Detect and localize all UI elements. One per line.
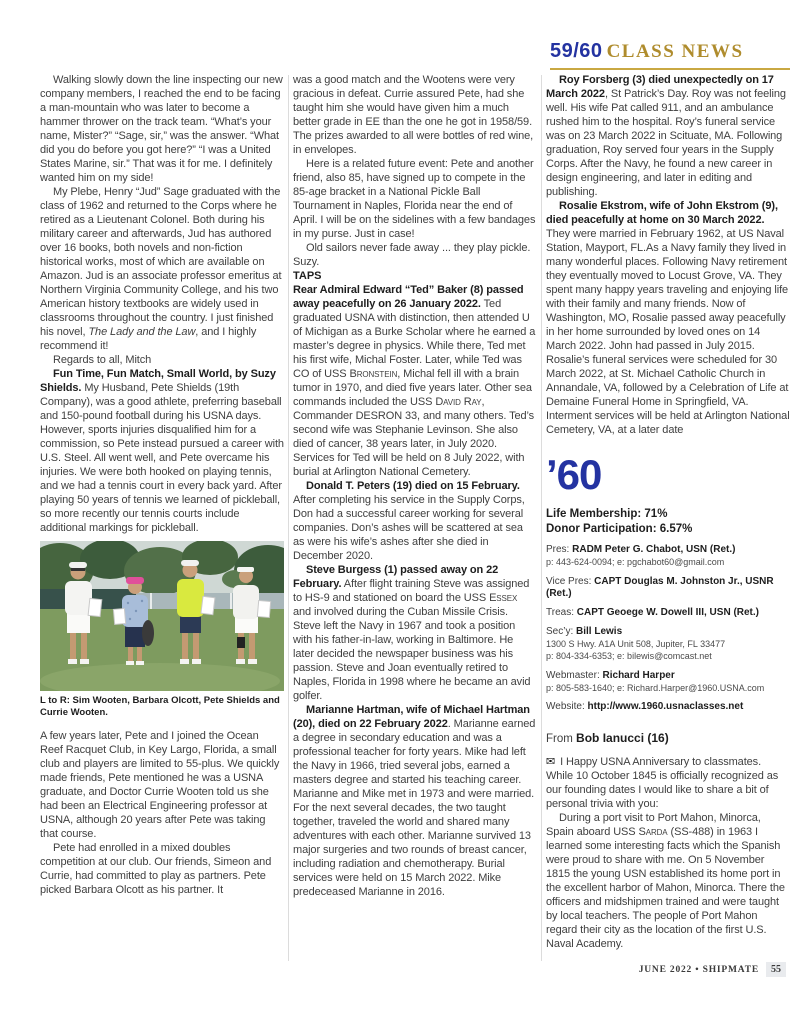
text-run: Steve Burgess (1) passed away on 22 February. [293, 564, 499, 590]
text-run: Fun Time, Fun Match, Small World, by Suzy Shields. [40, 368, 276, 394]
officer-line [546, 701, 790, 713]
class-news-header [550, 40, 790, 70]
paragraph [546, 199, 790, 437]
paragraph [293, 479, 537, 563]
class-photo [40, 541, 284, 719]
photo-caption: L to R: Sim Wooten, Barbara Olcott, Pete Shields and Currie Wooten. [40, 695, 280, 718]
membership-stat: Life Membership: 71% [546, 508, 668, 520]
text-run: , Commander DESRON 33, and many others. Ted’s second wife was Stephanie Levinson. She also died of cancer, 38 years later, in July 2020. Services for Ted will be held on 8 July 2022, with burial at Arlington National Cemetery. [293, 396, 535, 478]
paragraph [293, 563, 537, 703]
paragraph [293, 157, 537, 241]
officer-line [546, 670, 790, 682]
text-run: Ted graduated USNA with distinction, then attended U of Michigan as a Burke Scholar where he earned a master’s degree in physics. While there, Ted met his first wife, Michal Foster. Later, while Ted was CO of USS [293, 298, 536, 380]
text-run: I Happy USNA Anniversary to classmates. While 10 October 1845 is officially recognized as our founding dates I would like to share a bit of personal trivia with you: [546, 756, 779, 810]
officer-line [546, 576, 790, 600]
text-run: Donald T. Peters (19) died on 15 February. [306, 480, 520, 492]
officer-role-label: Pres: [546, 544, 570, 555]
officer-name: Richard Harper [602, 669, 675, 681]
officer-role-label: Sec’y: [546, 625, 574, 637]
officer-name: CAPT Douglas M. Johnston Jr., USNR (Ret.) [546, 575, 774, 599]
text-run: , and I highly recommend it! [40, 326, 257, 352]
text-run: Pete had enrolled in a mixed doubles competition at our club. Our friends, Simeon and Currie, had committed to play as partners. Pete picked Barbara Olcott as his partner. It [40, 842, 272, 896]
text-run: Rear Admiral Edward “Ted” Baker (8) passed away peacefully on 26 January 2022. [293, 284, 524, 310]
text-run: My Plebe, Henry “Jud” Sage graduated with the class of 1962 and returned to the Corps where he retired as a Lieutenant Colonel. Both during his military career and afterwards, Jud has authored over 16 books, both novels and non-fiction historical works, most of which are available on Amazon. Jud is an associate professor emeritus at Northern Virginia Community College, and his two American history textbooks are widely used in classrooms throughout the country. I just finished his novel, [40, 186, 282, 338]
text-run: David Ray [435, 396, 482, 408]
officer-role-label: Treas: [546, 606, 574, 618]
from-prefix: From [546, 733, 577, 745]
envelope-icon: ✉ [546, 756, 556, 768]
mail-paragraph [546, 755, 790, 811]
officer-line [546, 544, 790, 556]
text-run: Roy Forsberg (3) died unexpectedly on 17 March 2022 [546, 74, 774, 100]
text-run: Here is a related future event: Pete and another friend, also 85, have signed up to compete in the 85-age bracket in a National Pickle Ball Tournament in Naples, Florida near the end of April. I will be on the sidelines with a few bandages in my purse. Just in case! [293, 158, 536, 240]
paragraph [546, 811, 790, 951]
paragraph [40, 73, 284, 185]
correspondent-name: Bob Ianucci (16) [576, 731, 669, 745]
column-3 [546, 73, 790, 961]
contact-line: p: 804-334-6353; e: bilewis@comcast.net [546, 651, 712, 661]
tennis-group-photo-graphic [40, 541, 284, 691]
officer-name: http://www.1960.usnaclasses.net [587, 701, 744, 712]
taps-heading: TAPS [293, 270, 322, 282]
paragraph [293, 73, 537, 157]
officer-name: RADM Peter G. Chabot, USN (Ret.) [572, 544, 736, 555]
paragraph [40, 353, 284, 367]
footer-issue-line [639, 965, 759, 975]
class-years-label: 59/60 [550, 40, 603, 62]
paragraph [293, 241, 537, 269]
column-1 [40, 73, 284, 961]
text-run: Sarda [638, 826, 668, 838]
officer-line [546, 607, 790, 619]
text-run: Old sailors never fade away ... they play pickle. Suzy. [293, 242, 531, 268]
from-line [546, 731, 790, 745]
footer-magazine: SHIPMATE [702, 964, 759, 975]
paragraph [40, 367, 284, 535]
text-run: Marianne Hartman, wife of Michael Hartman (20), died on 22 February 2022 [293, 704, 530, 730]
text-run: During a port visit to Port Mahon, Minorca, Spain aboard USS [546, 812, 761, 838]
text-run: They were married in February 1962, at US Naval Station, Mayport, FL.As a Navy family they lived in many wonderful places. Following Navy retirement they eventually moved to Locust Grove, VA. They spent many happy years traveling and enjoying life with their family and many friends. Now of Washington, MO, Rosalie passed away peacefully in her home surrounded by loved ones on 14 March 2022. John had passed in July 2015. Rosalie’s funeral services were scheduled for 30 March 2022, at St. Michael Catholic Church in Annandale, VA, followed by a Celebration of Life at Demaine Funeral Home in Springfield, VA. Interment services will be held at Arlington National Cemetery, VA, at a later date [546, 228, 790, 436]
membership-stat: Donor Participation: 6.57% [546, 523, 693, 535]
text-run: Regards to all, Mitch [53, 354, 152, 366]
paragraph [293, 703, 537, 899]
column-divider [541, 75, 542, 961]
text-run: Bronstein [349, 368, 398, 380]
text-run: (SS-488) in 1963 I learned some interesting facts which the Spanish were proud to share with me. On 5 November 1815 the young USN established its home port in the excellent harbor of Mahon, Minorca. There the officers and midshipmen trained and were taught by local teachers. The people of Port Mahon regard their city as the location of the first U.S. Naval Academy. [546, 826, 785, 950]
text-run: A few years later, Pete and I joined the Ocean Reef Racquet Club, in Key Largo, Florida, a small club and players are limited to 55-plus. We quickly made friends, Pete mentioned he was a USNA graduate, and Doctor Currie Wooten told us she had been an Electrical Engineering professor at USNA, although 20 years after Pete was taking that course. [40, 730, 280, 840]
tennis-group-photo [40, 541, 284, 691]
column-layout [40, 73, 790, 961]
footer-separator: • [695, 964, 700, 975]
officer-line [546, 626, 790, 638]
paragraph [40, 841, 284, 897]
column-2 [293, 73, 537, 961]
officer-role-label: Webmaster: [546, 669, 600, 681]
text-run: The Lady and the Law [88, 326, 196, 338]
contact-line: p: 443-624-0094; e: pgchabot60@gmail.com [546, 557, 725, 567]
officer-role-label: Website: [546, 701, 585, 712]
page-footer [639, 962, 786, 977]
section-title: CLASS NEWS [606, 41, 744, 62]
class-year-banner: ’60 [546, 451, 602, 498]
paragraph [293, 283, 537, 479]
officer-name: Bill Lewis [576, 625, 623, 637]
text-run: , St Patrick’s Day. Roy was not feeling well. His wife Pat called 911, and an ambulance rushed him to the hospital. Roy’s funeral service was on 23 March 2022 in Scituate, MA. Following graduation, Roy served four years in the Supply Corps. After the Navy, he found a new career in design engineering, and later in editing and publishing. [546, 88, 786, 198]
text-run: Walking slowly down the line inspecting our new company members, I reached the end to be facing a man-mountain who was later to become a hammer thrower on the track team. “What’s your name, Mister?” “Sage, sir,” was the answer. “What did you do before you got here?” “I was a United States Marine, sir.” That was it for me. I definitely wanted him on my side! [40, 74, 283, 184]
page-number: 55 [766, 962, 786, 977]
text-run: After flight training Steve was assigned to HS-9 and stationed on board the USS [293, 578, 530, 604]
column-divider [288, 75, 289, 961]
officer-role-label: Vice Pres: [546, 575, 592, 587]
contact-line: p: 805-583-1640; e: Richard.Harper@1960.USNA.com [546, 682, 765, 693]
header-rule [550, 68, 790, 70]
paragraph [546, 73, 790, 199]
text-run: Rosalie Ekstrom, wife of John Ekstrom (9), died peacefully at home on 30 March 2022. [546, 200, 778, 226]
contact-line: 1300 S Hwy. A1A Unit 508, Jupiter, FL 33477 [546, 638, 726, 649]
text-run: . Marianne earned a degree in secondary education and was a professional teacher for forty years. Mike had left the Navy in 1966, tried several jobs, earned a masters degree and started his teaching career. Marianne and Mike met in 1973 and were married. For the next several decades, the two taught together, traveled the world and shared many adventures with each other. Marianne survived 13 major surgeries and two rounds of breast cancer, including radiation and chemotherapy. Burial services were held on 15 March 2022. Mike predeceased Marianne in 2016. [293, 718, 536, 898]
text-run: , Michal fell ill with a brain tumor in 1970, and died five years later. Other sea commands included the USS [293, 368, 532, 408]
footer-issue: JUNE 2022 [638, 964, 693, 975]
text-run: was a good match and the Wootens were very gracious in defeat. Currie assured Pete, had she taught him she would have given him a much better grade in EE than the one he got in 1958/59. The prizes awarded to all were bottles of red wine, in envelopes. [293, 74, 534, 156]
text-run: My Husband, Pete Shields (19th Company), was a good athlete, preferring baseball and 150-pound football during his USNA days. However, sports injuries disqualified him for a commission, so Pete instead pursued a career with U.S. Steel. All went well, and Pete overcame his injuries. We were both hooked on playing tennis, and we had a tennis court in every back yard. After playing 50 years of tennis we learned of pickleball, so more recently our tennis courts include additional markings for pickleball. [40, 382, 284, 534]
text-run: Essex [489, 592, 518, 604]
paragraph [40, 729, 284, 841]
text-run: After completing his service in the Supply Corps, Don had a successful career working for several companies. Don’s ashes will be scattered at sea as were his wife’s ashes after she died in December 2020. [293, 494, 525, 562]
paragraph [40, 185, 284, 353]
text-run: and involved during the Cuban Missile Crisis. Steve left the Navy in 1967 and took a position with his father-in-law, working in Baltimore. He later decided the newspaper business was his passion. Steve and Joan eventually retired to Naples, Florida in 1998 where he became an avid golfer. [293, 606, 531, 702]
officer-name: CAPT Geoege W. Dowell III, USN (Ret.) [576, 606, 759, 618]
